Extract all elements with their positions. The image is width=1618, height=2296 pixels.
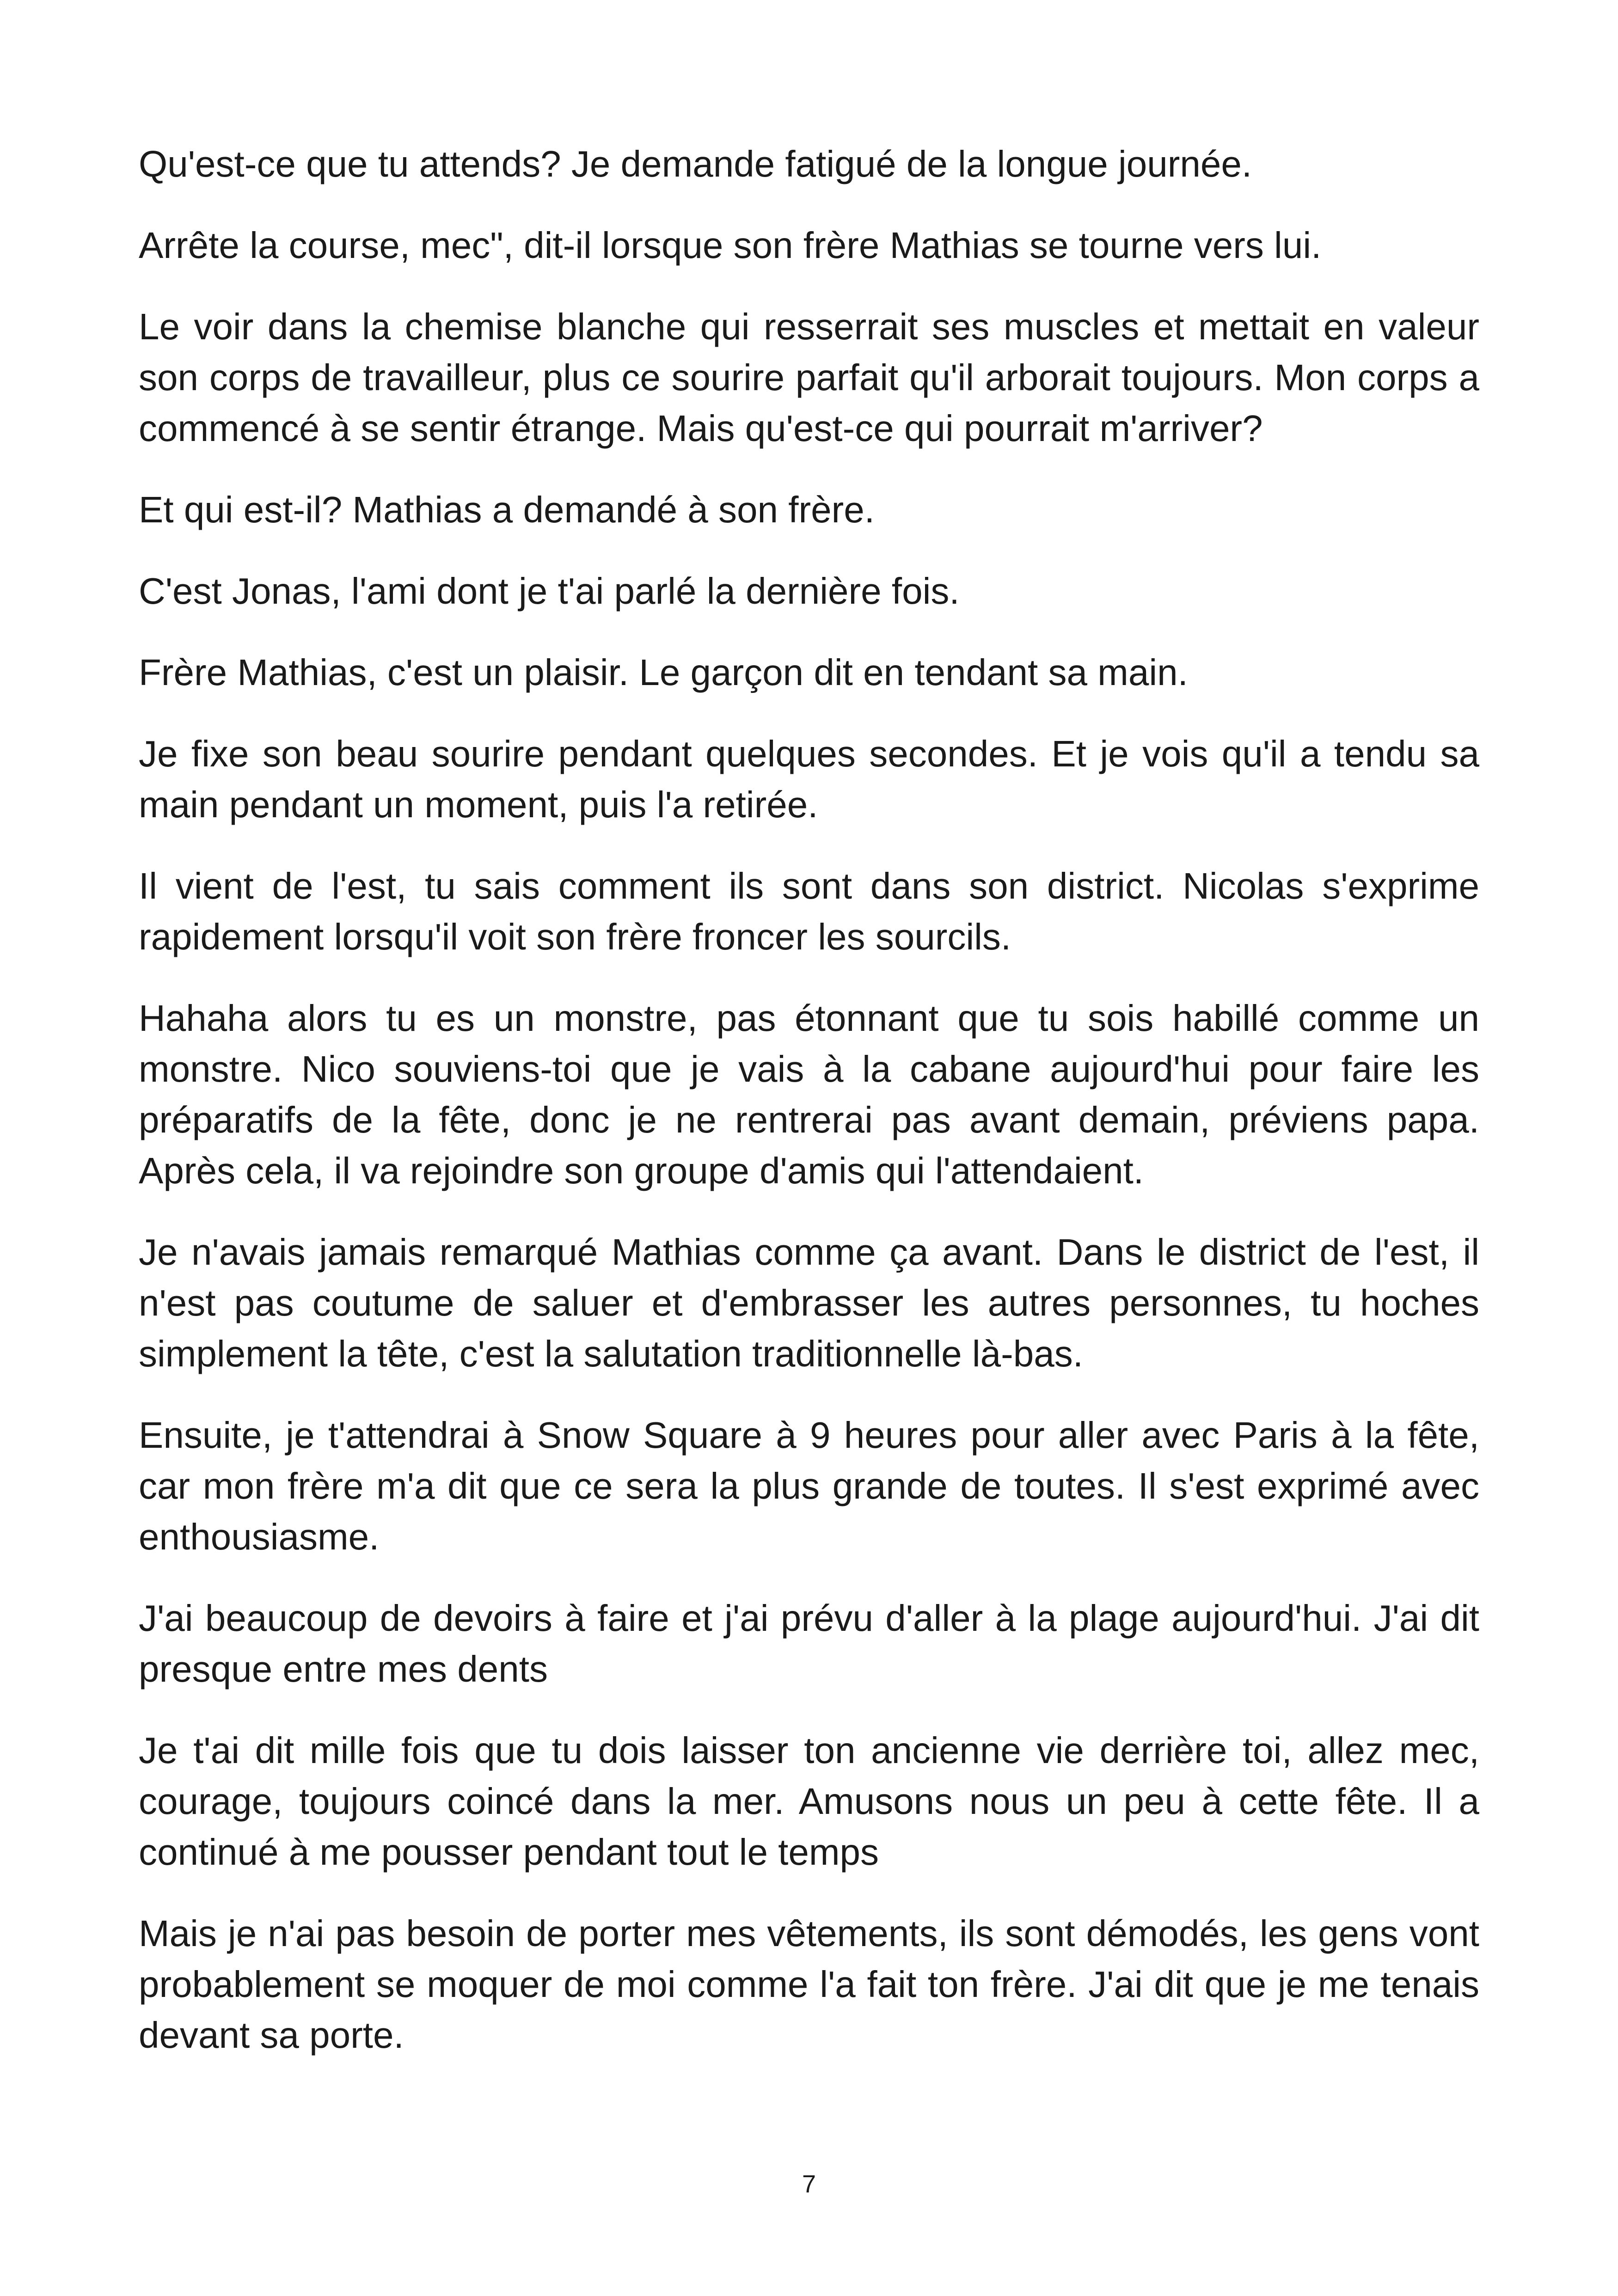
paragraph: Arrête la course, mec", dit-il lorsque son frère Mathias se tourne vers lui. — [139, 225, 1322, 266]
paragraph: Qu'est-ce que tu attends? Je demande fatigué de la longue journée. — [139, 143, 1252, 184]
paragraph: Le voir dans la chemise blanche qui resserrait ses muscles et mettait en valeur son corps de travailleur, plus ce sourire parfait qu'il arborait toujours. Mon corps a commencé à se sentir étrange. Mais qu'est-ce qui pourrait m'arriver? — [139, 306, 1479, 449]
paragraph: Et qui est-il? Mathias a demandé à son frère. — [139, 489, 875, 530]
paragraph: Ensuite, je t'attendrai à Snow Square à 9 heures pour aller avec Paris à la fête, car mon frère m'a dit que ce sera la plus grande de toutes. Il s'est exprimé avec enthousiasme. — [139, 1414, 1479, 1557]
paragraph: Frère Mathias, c'est un plaisir. Le garçon dit en tendant sa main. — [139, 652, 1188, 693]
paragraph: Il vient de l'est, tu sais comment ils sont dans son district. Nicolas s'exprime rapidement lorsqu'il voit son frère froncer les sourcils. — [139, 865, 1479, 957]
paragraph: C'est Jonas, l'ami dont je t'ai parlé la dernière fois. — [139, 570, 960, 612]
paragraph: Je fixe son beau sourire pendant quelques secondes. Et je vois qu'il a tendu sa main pendant un moment, puis l'a retirée. — [139, 733, 1479, 825]
page-number: 7 — [802, 2170, 816, 2198]
paragraph: J'ai beaucoup de devoirs à faire et j'ai prévu d'aller à la plage aujourd'hui. J'ai dit presque entre mes dents — [139, 1598, 1479, 1690]
paragraph: Je n'avais jamais remarqué Mathias comme ça avant. Dans le district de l'est, il n'est pas coutume de saluer et d'embrasser les autres personnes, tu hoches simplement la tête, c'est la salutation traditionnelle là-bas. — [139, 1231, 1479, 1374]
text-body — [139, 139, 1479, 2091]
paragraph: Je t'ai dit mille fois que tu dois laisser ton ancienne vie derrière toi, allez mec, courage, toujours coincé dans la mer. Amusons nous un peu à cette fête. Il a continué à me pousser pendant tout le temps — [139, 1730, 1479, 1873]
paragraph: Mais je n'ai pas besoin de porter mes vêtements, ils sont démodés, les gens vont probablement se moquer de moi comme l'a fait ton frère. J'ai dit que je me tenais devant sa porte. — [139, 1913, 1479, 2056]
paragraph: Hahaha alors tu es un monstre, pas étonnant que tu sois habillé comme un monstre. Nico souviens-toi que je vais à la cabane aujourd'hui pour faire les préparatifs de la fête, donc je ne rentrerai pas avant demain, préviens papa. Après cela, il va rejoindre son groupe d'amis qui l'attendaient. — [139, 998, 1479, 1191]
